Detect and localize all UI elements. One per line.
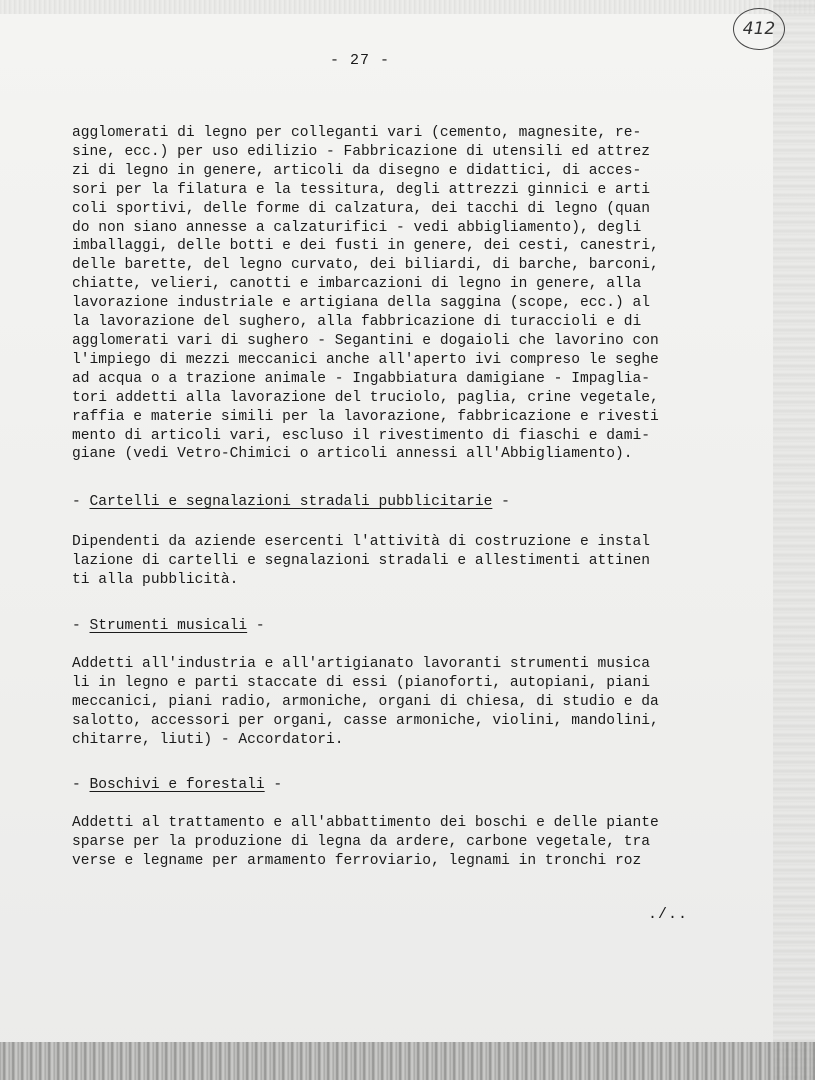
cartelli-paragraph: Dipendenti da aziende esercenti l'attività di costruzione e instal lazione di cartelli e segnalazioni stradali e allestimenti attinen ti alla pubblicità.	[72, 534, 651, 588]
section-heading-boschivi	[72, 777, 282, 793]
continuation-mark: ./..	[648, 906, 689, 923]
archive-number: 412	[742, 19, 776, 39]
heading-prefix: -	[72, 494, 90, 510]
section-title-cartelli: Cartelli e segnalazioni stradali pubblicitarie	[89, 494, 493, 510]
strumenti-paragraph: Addetti all'industria e all'artigianato lavoranti strumenti musica li in legno e parti staccate di essi (pianoforti, autopiani, piani meccanici, piani radio, armoniche, organi di chiesa, di studio e da salotto, accessori per organi, casse armoniche, violini, mandolini, chitarre, liuti) - Accordatori.	[72, 656, 659, 748]
section-title-strumenti: Strumenti musicali	[89, 618, 248, 634]
heading-prefix: -	[72, 777, 90, 793]
heading-prefix: -	[72, 618, 90, 634]
boschivi-paragraph: Addetti al trattamento e all'abbattimento dei boschi e delle piante sparse per la produzione di legna da ardere, carbone vegetale, tra verse e legname per armamento ferroviario, legnami in tronchi roz	[72, 815, 659, 869]
section-heading-cartelli	[72, 494, 510, 510]
page-number: - 27 -	[329, 52, 390, 69]
scan-edge-top	[0, 0, 815, 14]
archive-number-stamp	[733, 8, 785, 50]
section-title-boschivi: Boschivi e forestali	[89, 777, 265, 793]
heading-suffix: -	[247, 618, 265, 634]
heading-suffix: -	[264, 777, 283, 793]
scan-edge-bottom	[0, 1042, 815, 1080]
scan-edge-right	[773, 0, 815, 1080]
section-heading-strumenti	[72, 618, 265, 634]
intro-paragraph: agglomerati di legno per colleganti vari (cemento, magnesite, re- sine, ecc.) per uso edilizio - Fabbricazione di utensili ed attrez zi di legno in genere, articoli da disegno e didattici, di acces- sori per la filatura e la tessitura, degli attrezzi ginnici e arti coli sportivi, delle forme di calzatura, dei tacchi di legno (quan do non siano annesse a calzaturifici - vedi abbigliamento), degli imballaggi, delle botti e dei fusti in genere, dei cesti, canestri, delle barette, del legno curvato, dei biliardi, di barche, barconi, chiatte, velieri, canotti e imbarcazioni di legno in genere, alla lavorazione industriale e artigiana della saggina (scope, ecc.) al la lavorazione del sughero, alla fabbricazione di turaccioli e di agglomerati vari di sughero - Segantini e dogaioli che lavorino con l'impiego di mezzi meccanici anche all'aperto ivi compreso le seghe ad acqua o a trazione animale - Ingabbiatura damigiane - Impaglia- tori addetti alla lavorazione del truciolo, paglia, crine vegetale, raffia e materie simili per la lavorazione, fabbricazione e rivesti mento di articoli vari, escluso il rivestimento di fiaschi e dami- giane (vedi Vetro-Chimici o articoli annessi all'Abbigliamento).	[72, 125, 659, 463]
heading-suffix: -	[492, 494, 510, 510]
